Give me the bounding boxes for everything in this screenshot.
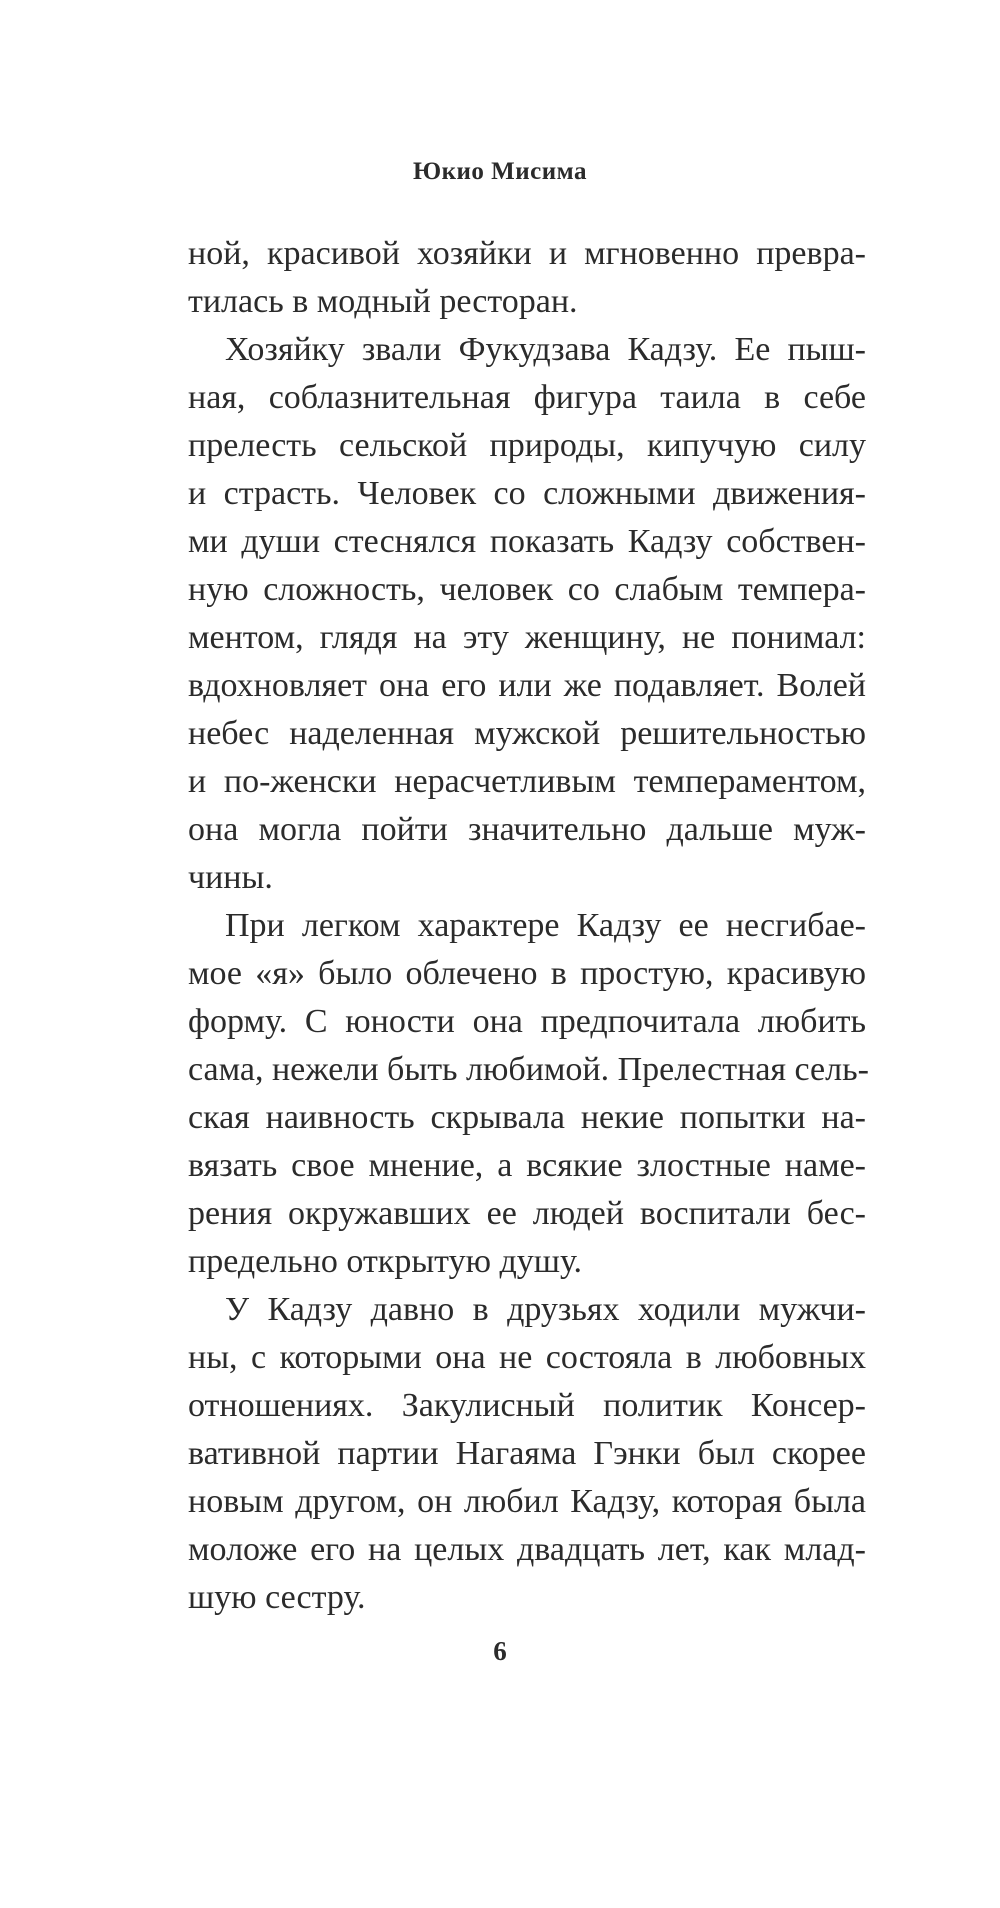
body-text [188, 230, 869, 1622]
text-line: форму. С юности она предпочитала любить [188, 1003, 866, 1040]
paragraph-first-line: Хозяйку звали Фукудзава Кадзу. Ее пыш- [225, 331, 866, 368]
text-line: она могла пойти значительно дальше муж- [188, 811, 866, 848]
text-line: мое «я» было облечено в простую, красивую [188, 955, 866, 992]
text-line: ны, с которыми она не состояла в любовных [188, 1339, 866, 1376]
text-line: чины. [188, 859, 273, 896]
text-line: ская наивность скрывала некие попытки на- [188, 1099, 866, 1136]
text-line: сама, нежели быть любимой. Прелестная сель- [188, 1051, 869, 1088]
text-line: рения окружавших ее людей воспитали бес- [188, 1195, 866, 1232]
text-line: ную сложность, человек со слабым темпера- [188, 571, 866, 608]
text-line: ми души стеснялся показать Кадзу собствен- [188, 523, 866, 560]
page-number: 6 [493, 1636, 507, 1666]
text-line: моложе его на целых двадцать лет, как млад- [188, 1531, 866, 1568]
text-line: новым другом, он любил Кадзу, которая была [188, 1483, 866, 1520]
text-line: вязать свое мнение, а всякие злостные наме- [188, 1147, 866, 1184]
text-line: тилась в модный ресторан. [188, 283, 578, 320]
text-line: небес наделенная мужской решительностью [188, 715, 866, 752]
text-line: шую сестру. [188, 1579, 366, 1616]
text-line: предельно открытую душу. [188, 1243, 583, 1280]
text-line: вдохновляет она его или же подавляет. Волей [188, 667, 866, 704]
text-line: и по-женски нерасчетливым темпераментом, [188, 763, 866, 800]
paragraph-first-line: При легком характере Кадзу ее несгибае- [225, 907, 866, 944]
text-line: ная, соблазнительная фигура таила в себе [188, 379, 866, 416]
text-line: ментом, глядя на эту женщину, не понимал: [188, 619, 866, 656]
text-line: ной, красивой хозяйки и мгновенно превра- [188, 235, 866, 272]
running-head-author: Юкио Мисима [412, 158, 588, 185]
text-line: отношениях. Закулисный политик Консер- [188, 1387, 866, 1424]
text-line: вативной партии Нагаяма Гэнки был скорее [188, 1435, 866, 1472]
text-line: и страсть. Человек со сложными движения- [188, 475, 866, 512]
paragraph-first-line: У Кадзу давно в друзьях ходили мужчи- [225, 1291, 866, 1328]
text-line: прелесть сельской природы, кипучую силу [188, 427, 866, 464]
